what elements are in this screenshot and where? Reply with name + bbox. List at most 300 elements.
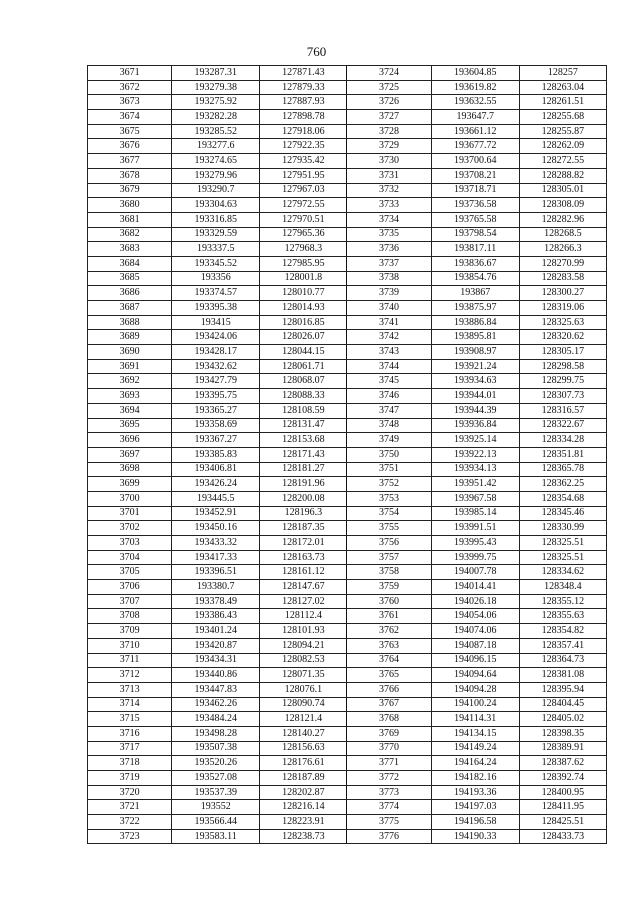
cell-point-id: 3776 bbox=[347, 829, 431, 844]
cell-point-id: 3770 bbox=[347, 741, 431, 756]
table-row bbox=[88, 726, 607, 741]
cell-y-coordinate: 128127.02 bbox=[260, 594, 347, 609]
cell-point-id: 3677 bbox=[88, 154, 172, 169]
cell-y-coordinate: 128262.09 bbox=[519, 139, 606, 154]
cell-x-coordinate: 193895.81 bbox=[431, 330, 519, 345]
cell-point-id: 3710 bbox=[88, 638, 172, 653]
table-row bbox=[88, 609, 607, 624]
cell-point-id: 3686 bbox=[88, 286, 172, 301]
cell-x-coordinate: 194096.15 bbox=[431, 653, 519, 668]
cell-point-id: 3767 bbox=[347, 697, 431, 712]
cell-point-id: 3696 bbox=[88, 433, 172, 448]
cell-point-id: 3732 bbox=[347, 183, 431, 198]
cell-x-coordinate: 193677.72 bbox=[431, 139, 519, 154]
cell-point-id: 3729 bbox=[347, 139, 431, 154]
cell-point-id: 3768 bbox=[347, 712, 431, 727]
cell-y-coordinate: 128404.45 bbox=[519, 697, 606, 712]
cell-x-coordinate: 193287.31 bbox=[172, 66, 260, 81]
cell-x-coordinate: 193944.39 bbox=[431, 403, 519, 418]
cell-point-id: 3690 bbox=[88, 345, 172, 360]
cell-x-coordinate: 193447.83 bbox=[172, 682, 260, 697]
cell-y-coordinate: 128216.14 bbox=[260, 800, 347, 815]
cell-x-coordinate: 194149.24 bbox=[431, 741, 519, 756]
cell-x-coordinate: 193290.7 bbox=[172, 183, 260, 198]
cell-x-coordinate: 193527.08 bbox=[172, 771, 260, 786]
cell-point-id: 3749 bbox=[347, 433, 431, 448]
cell-x-coordinate: 193282.28 bbox=[172, 110, 260, 125]
cell-x-coordinate: 193378.49 bbox=[172, 594, 260, 609]
cell-point-id: 3726 bbox=[347, 95, 431, 110]
cell-y-coordinate: 128325.63 bbox=[519, 315, 606, 330]
cell-point-id: 3766 bbox=[347, 682, 431, 697]
cell-x-coordinate: 193401.24 bbox=[172, 624, 260, 639]
cell-x-coordinate: 193999.75 bbox=[431, 550, 519, 565]
table-row bbox=[88, 418, 607, 433]
cell-point-id: 3737 bbox=[347, 256, 431, 271]
cell-y-coordinate: 128255.87 bbox=[519, 124, 606, 139]
cell-point-id: 3689 bbox=[88, 330, 172, 345]
cell-x-coordinate: 193285.52 bbox=[172, 124, 260, 139]
cell-y-coordinate: 128348.4 bbox=[519, 580, 606, 595]
table-row bbox=[88, 359, 607, 374]
cell-point-id: 3700 bbox=[88, 491, 172, 506]
cell-y-coordinate: 128172.01 bbox=[260, 536, 347, 551]
table-row bbox=[88, 403, 607, 418]
cell-point-id: 3715 bbox=[88, 712, 172, 727]
cell-point-id: 3757 bbox=[347, 550, 431, 565]
cell-y-coordinate: 128071.35 bbox=[260, 668, 347, 683]
table-row bbox=[88, 95, 607, 110]
cell-point-id: 3764 bbox=[347, 653, 431, 668]
cell-x-coordinate: 193428.17 bbox=[172, 345, 260, 360]
cell-point-id: 3707 bbox=[88, 594, 172, 609]
cell-point-id: 3741 bbox=[347, 315, 431, 330]
cell-y-coordinate: 127967.03 bbox=[260, 183, 347, 198]
cell-point-id: 3761 bbox=[347, 609, 431, 624]
cell-y-coordinate: 128365.78 bbox=[519, 462, 606, 477]
table-row bbox=[88, 682, 607, 697]
cell-y-coordinate: 128171.43 bbox=[260, 447, 347, 462]
cell-y-coordinate: 128108.59 bbox=[260, 403, 347, 418]
table-row bbox=[88, 315, 607, 330]
cell-x-coordinate: 193934.63 bbox=[431, 374, 519, 389]
cell-y-coordinate: 128261.51 bbox=[519, 95, 606, 110]
cell-point-id: 3703 bbox=[88, 536, 172, 551]
cell-point-id: 3753 bbox=[347, 491, 431, 506]
cell-x-coordinate: 193708.21 bbox=[431, 168, 519, 183]
cell-y-coordinate: 128001.8 bbox=[260, 271, 347, 286]
cell-point-id: 3683 bbox=[88, 242, 172, 257]
table-row bbox=[88, 712, 607, 727]
cell-point-id: 3775 bbox=[347, 815, 431, 830]
cell-x-coordinate: 193374.57 bbox=[172, 286, 260, 301]
cell-point-id: 3721 bbox=[88, 800, 172, 815]
table-row bbox=[88, 565, 607, 580]
cell-point-id: 3706 bbox=[88, 580, 172, 595]
table-row bbox=[88, 110, 607, 125]
cell-y-coordinate: 128325.51 bbox=[519, 536, 606, 551]
table-row bbox=[88, 800, 607, 815]
cell-point-id: 3672 bbox=[88, 80, 172, 95]
cell-x-coordinate: 193985.14 bbox=[431, 506, 519, 521]
cell-point-id: 3724 bbox=[347, 66, 431, 81]
table-row bbox=[88, 389, 607, 404]
cell-y-coordinate: 128090.74 bbox=[260, 697, 347, 712]
cell-point-id: 3720 bbox=[88, 785, 172, 800]
table-row bbox=[88, 80, 607, 95]
table-row bbox=[88, 168, 607, 183]
table-row bbox=[88, 286, 607, 301]
cell-x-coordinate: 194087.18 bbox=[431, 638, 519, 653]
cell-y-coordinate: 128425.51 bbox=[519, 815, 606, 830]
cell-x-coordinate: 193507.38 bbox=[172, 741, 260, 756]
cell-y-coordinate: 128196.3 bbox=[260, 506, 347, 521]
cell-x-coordinate: 193798.54 bbox=[431, 227, 519, 242]
cell-x-coordinate: 193417.33 bbox=[172, 550, 260, 565]
cell-y-coordinate: 128266.3 bbox=[519, 242, 606, 257]
cell-x-coordinate: 193647.7 bbox=[431, 110, 519, 125]
cell-point-id: 3714 bbox=[88, 697, 172, 712]
cell-x-coordinate: 193908.97 bbox=[431, 345, 519, 360]
cell-x-coordinate: 193434.31 bbox=[172, 653, 260, 668]
cell-y-coordinate: 128345.46 bbox=[519, 506, 606, 521]
cell-point-id: 3734 bbox=[347, 212, 431, 227]
cell-x-coordinate: 193395.75 bbox=[172, 389, 260, 404]
cell-y-coordinate: 128330.99 bbox=[519, 521, 606, 536]
cell-x-coordinate: 193380.7 bbox=[172, 580, 260, 595]
cell-point-id: 3684 bbox=[88, 256, 172, 271]
cell-y-coordinate: 128200.08 bbox=[260, 491, 347, 506]
table-row bbox=[88, 271, 607, 286]
cell-point-id: 3695 bbox=[88, 418, 172, 433]
cell-point-id: 3682 bbox=[88, 227, 172, 242]
cell-point-id: 3680 bbox=[88, 198, 172, 213]
cell-point-id: 3755 bbox=[347, 521, 431, 536]
cell-y-coordinate: 128176.61 bbox=[260, 756, 347, 771]
cell-x-coordinate: 193921.24 bbox=[431, 359, 519, 374]
cell-point-id: 3727 bbox=[347, 110, 431, 125]
cell-y-coordinate: 128411.95 bbox=[519, 800, 606, 815]
cell-x-coordinate: 194182.16 bbox=[431, 771, 519, 786]
cell-y-coordinate: 128282.96 bbox=[519, 212, 606, 227]
cell-y-coordinate: 128156.63 bbox=[260, 741, 347, 756]
cell-x-coordinate: 193836.67 bbox=[431, 256, 519, 271]
cell-point-id: 3701 bbox=[88, 506, 172, 521]
table-row bbox=[88, 594, 607, 609]
cell-x-coordinate: 193718.71 bbox=[431, 183, 519, 198]
table-row bbox=[88, 66, 607, 81]
cell-point-id: 3735 bbox=[347, 227, 431, 242]
cell-x-coordinate: 193304.63 bbox=[172, 198, 260, 213]
cell-point-id: 3704 bbox=[88, 550, 172, 565]
table-row bbox=[88, 330, 607, 345]
cell-y-coordinate: 128082.53 bbox=[260, 653, 347, 668]
cell-y-coordinate: 128364.73 bbox=[519, 653, 606, 668]
cell-x-coordinate: 193395.38 bbox=[172, 301, 260, 316]
cell-y-coordinate: 128355.12 bbox=[519, 594, 606, 609]
cell-point-id: 3733 bbox=[347, 198, 431, 213]
cell-point-id: 3681 bbox=[88, 212, 172, 227]
cell-y-coordinate: 128147.67 bbox=[260, 580, 347, 595]
cell-x-coordinate: 194196.58 bbox=[431, 815, 519, 830]
table-row bbox=[88, 697, 607, 712]
cell-y-coordinate: 128187.35 bbox=[260, 521, 347, 536]
cell-point-id: 3758 bbox=[347, 565, 431, 580]
cell-x-coordinate: 194026.18 bbox=[431, 594, 519, 609]
cell-x-coordinate: 193420.87 bbox=[172, 638, 260, 653]
cell-y-coordinate: 128392.74 bbox=[519, 771, 606, 786]
cell-point-id: 3744 bbox=[347, 359, 431, 374]
cell-x-coordinate: 193277.6 bbox=[172, 139, 260, 154]
cell-point-id: 3697 bbox=[88, 447, 172, 462]
cell-y-coordinate: 128357.41 bbox=[519, 638, 606, 653]
cell-x-coordinate: 193817.11 bbox=[431, 242, 519, 257]
cell-point-id: 3693 bbox=[88, 389, 172, 404]
cell-y-coordinate: 128334.62 bbox=[519, 565, 606, 580]
cell-point-id: 3717 bbox=[88, 741, 172, 756]
cell-y-coordinate: 128354.68 bbox=[519, 491, 606, 506]
cell-point-id: 3722 bbox=[88, 815, 172, 830]
cell-point-id: 3694 bbox=[88, 403, 172, 418]
cell-x-coordinate: 193356 bbox=[172, 271, 260, 286]
table-row bbox=[88, 477, 607, 492]
cell-y-coordinate: 128395.94 bbox=[519, 682, 606, 697]
cell-y-coordinate: 127922.35 bbox=[260, 139, 347, 154]
cell-y-coordinate: 128400.95 bbox=[519, 785, 606, 800]
cell-x-coordinate: 193406.81 bbox=[172, 462, 260, 477]
cell-y-coordinate: 128319.06 bbox=[519, 301, 606, 316]
cell-y-coordinate: 128088.33 bbox=[260, 389, 347, 404]
cell-x-coordinate: 194074.06 bbox=[431, 624, 519, 639]
cell-y-coordinate: 128014.93 bbox=[260, 301, 347, 316]
cell-point-id: 3676 bbox=[88, 139, 172, 154]
cell-y-coordinate: 128270.99 bbox=[519, 256, 606, 271]
table-row bbox=[88, 345, 607, 360]
cell-y-coordinate: 127965.36 bbox=[260, 227, 347, 242]
cell-y-coordinate: 128268.5 bbox=[519, 227, 606, 242]
cell-x-coordinate: 194197.03 bbox=[431, 800, 519, 815]
cell-y-coordinate: 128131.47 bbox=[260, 418, 347, 433]
table-row bbox=[88, 183, 607, 198]
cell-point-id: 3716 bbox=[88, 726, 172, 741]
cell-point-id: 3752 bbox=[347, 477, 431, 492]
cell-x-coordinate: 193440.86 bbox=[172, 668, 260, 683]
cell-x-coordinate: 193632.55 bbox=[431, 95, 519, 110]
table-row bbox=[88, 624, 607, 639]
table-row bbox=[88, 374, 607, 389]
cell-point-id: 3699 bbox=[88, 477, 172, 492]
cell-x-coordinate: 193445.5 bbox=[172, 491, 260, 506]
cell-x-coordinate: 193329.59 bbox=[172, 227, 260, 242]
table-row bbox=[88, 638, 607, 653]
cell-point-id: 3692 bbox=[88, 374, 172, 389]
cell-point-id: 3759 bbox=[347, 580, 431, 595]
table-row bbox=[88, 242, 607, 257]
cell-x-coordinate: 193922.13 bbox=[431, 447, 519, 462]
table-row bbox=[88, 491, 607, 506]
cell-x-coordinate: 194114.31 bbox=[431, 712, 519, 727]
cell-y-coordinate: 128112.4 bbox=[260, 609, 347, 624]
cell-x-coordinate: 193274.65 bbox=[172, 154, 260, 169]
cell-x-coordinate: 193566.44 bbox=[172, 815, 260, 830]
cell-x-coordinate: 193484.24 bbox=[172, 712, 260, 727]
cell-y-coordinate: 127968.3 bbox=[260, 242, 347, 257]
cell-x-coordinate: 193934.13 bbox=[431, 462, 519, 477]
cell-x-coordinate: 193433.32 bbox=[172, 536, 260, 551]
cell-x-coordinate: 194190.33 bbox=[431, 829, 519, 844]
cell-x-coordinate: 193854.76 bbox=[431, 271, 519, 286]
table-row bbox=[88, 653, 607, 668]
cell-y-coordinate: 128010.77 bbox=[260, 286, 347, 301]
cell-y-coordinate: 128272.55 bbox=[519, 154, 606, 169]
cell-y-coordinate: 128320.62 bbox=[519, 330, 606, 345]
cell-y-coordinate: 128389.91 bbox=[519, 741, 606, 756]
cell-y-coordinate: 128398.35 bbox=[519, 726, 606, 741]
table-row bbox=[88, 829, 607, 844]
cell-x-coordinate: 193396.51 bbox=[172, 565, 260, 580]
cell-y-coordinate: 127898.78 bbox=[260, 110, 347, 125]
cell-y-coordinate: 127951.95 bbox=[260, 168, 347, 183]
cell-x-coordinate: 193498.28 bbox=[172, 726, 260, 741]
cell-x-coordinate: 193279.96 bbox=[172, 168, 260, 183]
table-row bbox=[88, 124, 607, 139]
table-row bbox=[88, 506, 607, 521]
cell-y-coordinate: 128362.25 bbox=[519, 477, 606, 492]
cell-x-coordinate: 193386.43 bbox=[172, 609, 260, 624]
cell-y-coordinate: 128044.15 bbox=[260, 345, 347, 360]
cell-x-coordinate: 193886.84 bbox=[431, 315, 519, 330]
cell-y-coordinate: 128298.58 bbox=[519, 359, 606, 374]
cell-y-coordinate: 128316.57 bbox=[519, 403, 606, 418]
cell-x-coordinate: 193452.91 bbox=[172, 506, 260, 521]
cell-point-id: 3711 bbox=[88, 653, 172, 668]
table-row bbox=[88, 741, 607, 756]
cell-x-coordinate: 193583.11 bbox=[172, 829, 260, 844]
cell-x-coordinate: 194134.15 bbox=[431, 726, 519, 741]
cell-point-id: 3742 bbox=[347, 330, 431, 345]
cell-point-id: 3746 bbox=[347, 389, 431, 404]
cell-y-coordinate: 128387.62 bbox=[519, 756, 606, 771]
cell-x-coordinate: 193991.51 bbox=[431, 521, 519, 536]
table-row bbox=[88, 301, 607, 316]
cell-x-coordinate: 194014.41 bbox=[431, 580, 519, 595]
cell-y-coordinate: 128354.82 bbox=[519, 624, 606, 639]
cell-point-id: 3743 bbox=[347, 345, 431, 360]
cell-point-id: 3765 bbox=[347, 668, 431, 683]
cell-x-coordinate: 193765.58 bbox=[431, 212, 519, 227]
cell-x-coordinate: 193426.24 bbox=[172, 477, 260, 492]
cell-y-coordinate: 128305.17 bbox=[519, 345, 606, 360]
cell-point-id: 3673 bbox=[88, 95, 172, 110]
cell-point-id: 3762 bbox=[347, 624, 431, 639]
cell-x-coordinate: 193427.79 bbox=[172, 374, 260, 389]
table-row bbox=[88, 198, 607, 213]
cell-x-coordinate: 194094.64 bbox=[431, 668, 519, 683]
cell-x-coordinate: 193367.27 bbox=[172, 433, 260, 448]
cell-y-coordinate: 128322.67 bbox=[519, 418, 606, 433]
table-row bbox=[88, 447, 607, 462]
cell-y-coordinate: 128187.89 bbox=[260, 771, 347, 786]
table-row bbox=[88, 139, 607, 154]
cell-y-coordinate: 128121.4 bbox=[260, 712, 347, 727]
cell-point-id: 3740 bbox=[347, 301, 431, 316]
cell-x-coordinate: 193537.39 bbox=[172, 785, 260, 800]
cell-y-coordinate: 127972.55 bbox=[260, 198, 347, 213]
cell-x-coordinate: 194193.36 bbox=[431, 785, 519, 800]
cell-y-coordinate: 128325.51 bbox=[519, 550, 606, 565]
cell-point-id: 3702 bbox=[88, 521, 172, 536]
cell-x-coordinate: 193520.26 bbox=[172, 756, 260, 771]
cell-point-id: 3756 bbox=[347, 536, 431, 551]
cell-x-coordinate: 193424.06 bbox=[172, 330, 260, 345]
cell-y-coordinate: 128355.63 bbox=[519, 609, 606, 624]
table-row bbox=[88, 462, 607, 477]
table-row bbox=[88, 433, 607, 448]
cell-x-coordinate: 193867 bbox=[431, 286, 519, 301]
cell-x-coordinate: 194094.28 bbox=[431, 682, 519, 697]
cell-y-coordinate: 128153.68 bbox=[260, 433, 347, 448]
cell-point-id: 3771 bbox=[347, 756, 431, 771]
cell-x-coordinate: 193432.62 bbox=[172, 359, 260, 374]
cell-y-coordinate: 128257 bbox=[519, 66, 606, 81]
cell-x-coordinate: 194007.78 bbox=[431, 565, 519, 580]
table-row bbox=[88, 756, 607, 771]
cell-point-id: 3679 bbox=[88, 183, 172, 198]
cell-y-coordinate: 128163.73 bbox=[260, 550, 347, 565]
cell-point-id: 3773 bbox=[347, 785, 431, 800]
table-row bbox=[88, 815, 607, 830]
cell-x-coordinate: 193925.14 bbox=[431, 433, 519, 448]
cell-point-id: 3687 bbox=[88, 301, 172, 316]
cell-point-id: 3730 bbox=[347, 154, 431, 169]
cell-y-coordinate: 127887.93 bbox=[260, 95, 347, 110]
cell-y-coordinate: 128381.08 bbox=[519, 668, 606, 683]
cell-point-id: 3709 bbox=[88, 624, 172, 639]
cell-x-coordinate: 193385.83 bbox=[172, 447, 260, 462]
cell-x-coordinate: 194054.06 bbox=[431, 609, 519, 624]
cell-point-id: 3705 bbox=[88, 565, 172, 580]
cell-x-coordinate: 193736.58 bbox=[431, 198, 519, 213]
cell-point-id: 3745 bbox=[347, 374, 431, 389]
cell-y-coordinate: 128202.87 bbox=[260, 785, 347, 800]
cell-y-coordinate: 128433.73 bbox=[519, 829, 606, 844]
cell-point-id: 3708 bbox=[88, 609, 172, 624]
cell-y-coordinate: 128255.68 bbox=[519, 110, 606, 125]
table-row bbox=[88, 536, 607, 551]
cell-point-id: 3750 bbox=[347, 447, 431, 462]
cell-point-id: 3772 bbox=[347, 771, 431, 786]
cell-point-id: 3736 bbox=[347, 242, 431, 257]
cell-y-coordinate: 128094.21 bbox=[260, 638, 347, 653]
table-row bbox=[88, 256, 607, 271]
cell-point-id: 3698 bbox=[88, 462, 172, 477]
cell-y-coordinate: 127879.33 bbox=[260, 80, 347, 95]
cell-x-coordinate: 193951.42 bbox=[431, 477, 519, 492]
cell-x-coordinate: 194164.24 bbox=[431, 756, 519, 771]
cell-y-coordinate: 128305.01 bbox=[519, 183, 606, 198]
cell-point-id: 3728 bbox=[347, 124, 431, 139]
cell-point-id: 3739 bbox=[347, 286, 431, 301]
cell-point-id: 3725 bbox=[347, 80, 431, 95]
cell-point-id: 3674 bbox=[88, 110, 172, 125]
cell-y-coordinate: 128238.73 bbox=[260, 829, 347, 844]
cell-x-coordinate: 193700.64 bbox=[431, 154, 519, 169]
table-row bbox=[88, 668, 607, 683]
cell-point-id: 3675 bbox=[88, 124, 172, 139]
cell-point-id: 3685 bbox=[88, 271, 172, 286]
cell-y-coordinate: 128300.27 bbox=[519, 286, 606, 301]
cell-x-coordinate: 193619.82 bbox=[431, 80, 519, 95]
